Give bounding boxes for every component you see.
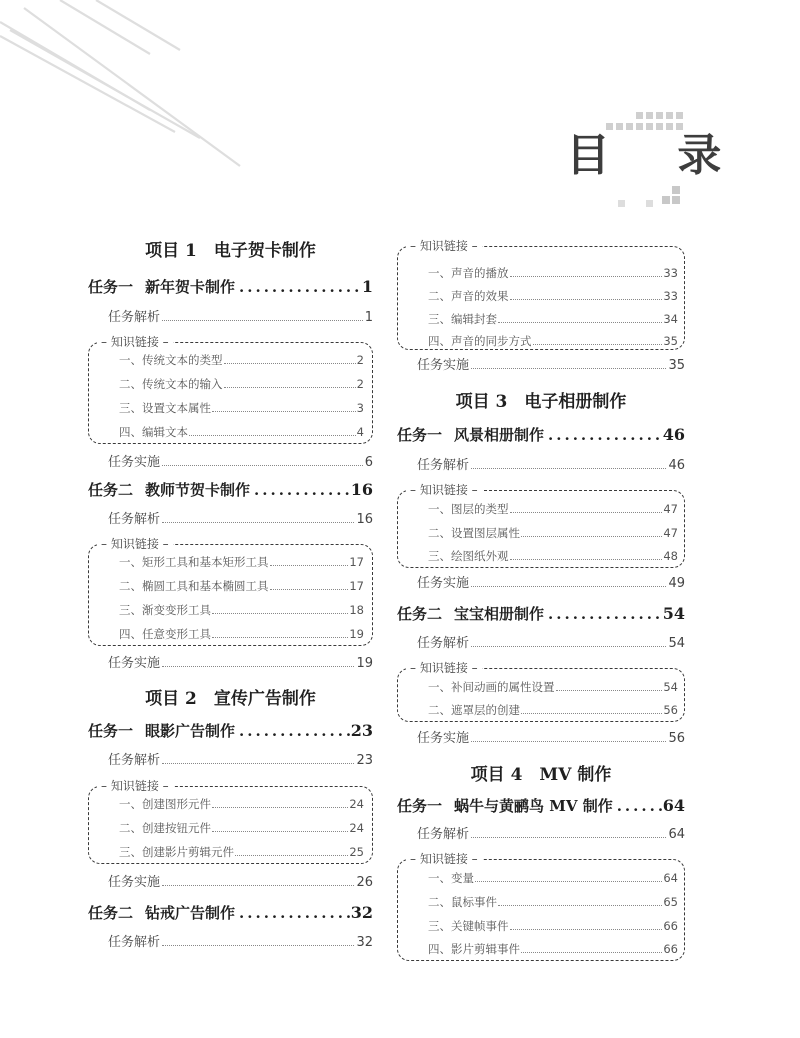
- page-number: 35: [668, 358, 685, 373]
- knowledge-label: – 知识链接 –: [97, 778, 173, 794]
- item-label: 三、创建影片剪辑元件: [119, 845, 234, 859]
- page-number: 23: [350, 721, 373, 740]
- page-number: 64: [663, 871, 678, 885]
- task-number: 任务二: [88, 904, 134, 922]
- page-number: 47: [663, 502, 678, 516]
- entry-task-analysis[interactable]: [417, 454, 685, 473]
- knowledge-item[interactable]: [428, 918, 678, 934]
- entry-label: 任务实施: [108, 455, 161, 470]
- dot-leader: [162, 884, 354, 886]
- page-number: 1: [361, 277, 373, 296]
- item-label: 二、遮罩层的创建: [428, 703, 520, 717]
- knowledge-box: [88, 537, 373, 646]
- dot-leader: [235, 904, 351, 922]
- task-number: 任务一: [397, 797, 443, 815]
- project-4-title: 项目 4 MV 制作: [470, 765, 612, 785]
- knowledge-label: – 知识链接 –: [406, 238, 482, 254]
- dot-leader: [471, 467, 666, 469]
- knowledge-box: [88, 335, 373, 444]
- task-new-year-card[interactable]: [88, 276, 373, 297]
- page-number: 17: [349, 555, 364, 569]
- dot-leader: [510, 275, 663, 277]
- page-number: 54: [662, 604, 685, 623]
- dot-leader: [471, 585, 666, 587]
- task-baby-album[interactable]: [397, 603, 685, 624]
- entry-label: 任务解析: [417, 636, 470, 651]
- item-label: 二、创建按钮元件: [119, 821, 211, 835]
- page-number: 33: [663, 289, 678, 303]
- dot-leader: [521, 535, 662, 537]
- item-label: 三、关键帧事件: [428, 919, 509, 933]
- entry-task-analysis[interactable]: [417, 632, 685, 651]
- entry-label: 任务实施: [108, 875, 161, 890]
- dot-leader: [162, 762, 354, 764]
- knowledge-item[interactable]: [119, 796, 364, 812]
- task-name: 宝宝相册制作: [454, 605, 545, 623]
- item-label: 一、创建图形元件: [119, 797, 211, 811]
- entry-label: 任务实施: [417, 358, 470, 373]
- dot-leader: [250, 481, 351, 499]
- dot-leader: [471, 367, 666, 369]
- entry-label: 任务实施: [417, 576, 470, 591]
- knowledge-label: – 知识链接 –: [97, 536, 173, 552]
- item-label: 二、声音的效果: [428, 289, 509, 303]
- dot-leader: [510, 298, 663, 300]
- page-number: 17: [349, 579, 364, 593]
- dot-leader: [162, 665, 354, 667]
- knowledge-label: – 知识链接 –: [406, 482, 482, 498]
- task-name: 钻戒广告制作: [145, 904, 236, 922]
- knowledge-item[interactable]: [428, 870, 678, 886]
- item-label: 四、编辑文本: [119, 425, 188, 439]
- page-number: 64: [668, 827, 685, 842]
- knowledge-label: – 知识链接 –: [406, 660, 482, 676]
- task-number: 任务一: [88, 278, 134, 296]
- dot-leader: [498, 321, 662, 323]
- page-number: 49: [668, 576, 685, 591]
- dot-leader: [556, 689, 663, 691]
- entry-label: 任务实施: [417, 731, 470, 746]
- page-number: 19: [349, 627, 364, 641]
- page-number: 24: [349, 797, 364, 811]
- knowledge-item[interactable]: [119, 400, 364, 416]
- entry-task-implementation[interactable]: [417, 727, 685, 746]
- page-number: 64: [662, 796, 685, 815]
- knowledge-item[interactable]: [428, 679, 678, 695]
- knowledge-item[interactable]: [428, 548, 678, 564]
- page-number: 47: [663, 526, 678, 540]
- knowledge-item[interactable]: [119, 578, 364, 594]
- page-number: 65: [663, 895, 678, 909]
- knowledge-label: – 知识链接 –: [406, 851, 482, 867]
- dot-leader: [162, 319, 363, 321]
- dot-leader: [471, 645, 666, 647]
- item-label: 四、影片剪辑事件: [428, 942, 520, 956]
- dot-leader: [224, 362, 356, 364]
- entry-task-implementation[interactable]: [108, 451, 373, 470]
- page-number: 46: [662, 425, 685, 444]
- page-number: 56: [663, 703, 678, 717]
- item-label: 一、变量: [428, 871, 474, 885]
- knowledge-item[interactable]: [428, 525, 678, 541]
- entry-label: 任务解析: [417, 458, 470, 473]
- dot-leader: [475, 880, 662, 882]
- entry-task-analysis[interactable]: [417, 823, 685, 842]
- page-number: 16: [356, 512, 373, 527]
- dot-leader: [162, 464, 363, 466]
- dot-leader: [270, 588, 349, 590]
- task-number: 任务一: [88, 722, 134, 740]
- knowledge-item[interactable]: [119, 820, 364, 836]
- task-number: 任务二: [88, 481, 134, 499]
- page-number: 66: [663, 919, 678, 933]
- entry-task-analysis[interactable]: [108, 306, 373, 325]
- entry-label: 任务解析: [417, 827, 470, 842]
- title-dot-pattern-bottom: [610, 186, 690, 210]
- page-number: 2: [356, 377, 364, 391]
- item-label: 二、设置图层属性: [428, 526, 520, 540]
- entry-label: 任务实施: [108, 656, 161, 671]
- knowledge-box: [397, 483, 685, 568]
- page-number: 26: [356, 875, 373, 890]
- knowledge-item[interactable]: [428, 265, 678, 281]
- project-1-title: 项目 1 电子贺卡制作: [145, 241, 316, 261]
- project-2-title: 项目 2 宣传广告制作: [145, 689, 316, 709]
- item-label: 四、声音的同步方式: [428, 334, 532, 348]
- page-number: 54: [663, 680, 678, 694]
- project-3-title: 项目 3 电子相册制作: [455, 392, 627, 412]
- entry-label: 任务解析: [108, 310, 161, 325]
- item-label: 一、声音的播放: [428, 266, 509, 280]
- entry-task-implementation[interactable]: [417, 354, 685, 373]
- page-number: 32: [350, 903, 373, 922]
- page-number: 3: [356, 401, 364, 415]
- dot-leader: [224, 386, 356, 388]
- dot-leader: [235, 278, 362, 296]
- item-label: 一、补间动画的属性设置: [428, 680, 555, 694]
- dot-leader: [235, 722, 351, 740]
- dot-leader: [544, 426, 663, 444]
- entry-task-analysis[interactable]: [108, 749, 373, 768]
- decorative-stripes: [0, 0, 260, 180]
- dot-leader: [521, 951, 662, 953]
- item-label: 二、鼠标事件: [428, 895, 497, 909]
- entry-task-analysis[interactable]: [108, 508, 373, 527]
- item-label: 二、传统文本的输入: [119, 377, 223, 391]
- page-number: 6: [364, 455, 373, 470]
- item-label: 三、渐变变形工具: [119, 603, 211, 617]
- task-number: 任务一: [397, 426, 443, 444]
- dot-leader: [521, 712, 662, 714]
- entry-label: 任务解析: [108, 935, 161, 950]
- item-label: 一、传统文本的类型: [119, 353, 223, 367]
- dot-leader: [212, 636, 348, 638]
- knowledge-item[interactable]: [428, 501, 678, 517]
- knowledge-item[interactable]: [119, 844, 364, 860]
- dot-leader: [162, 521, 354, 523]
- item-label: 二、椭圆工具和基本椭圆工具: [119, 579, 269, 593]
- dot-leader: [212, 612, 348, 614]
- task-name: 眼影广告制作: [145, 722, 236, 740]
- knowledge-item[interactable]: [428, 288, 678, 304]
- page-number: 32: [356, 935, 373, 950]
- dot-leader: [162, 944, 354, 946]
- page-number: 54: [668, 636, 685, 651]
- page-number: 2: [356, 353, 364, 367]
- knowledge-item[interactable]: [428, 941, 678, 957]
- dot-leader: [235, 854, 348, 856]
- item-label: 三、绘图纸外观: [428, 549, 509, 563]
- knowledge-box: [397, 852, 685, 961]
- knowledge-box: [397, 239, 685, 350]
- item-label: 一、矩形工具和基本矩形工具: [119, 555, 269, 569]
- entry-task-implementation[interactable]: [108, 652, 373, 671]
- dot-leader: [189, 434, 356, 436]
- dot-leader: [471, 740, 666, 742]
- knowledge-item[interactable]: [428, 333, 678, 349]
- knowledge-item[interactable]: [428, 894, 678, 910]
- knowledge-label: – 知识链接 –: [97, 334, 173, 350]
- dot-leader: [212, 830, 348, 832]
- page-number: 66: [663, 942, 678, 956]
- page-number: 24: [349, 821, 364, 835]
- task-teachers-day-card[interactable]: [88, 479, 373, 500]
- entry-task-analysis[interactable]: [108, 931, 373, 950]
- task-name: 教师节贺卡制作: [145, 481, 251, 499]
- task-eyeshadow-ad[interactable]: [88, 720, 373, 741]
- page-title: 目 录: [566, 130, 748, 181]
- task-number: 任务二: [397, 605, 443, 623]
- page-number: 56: [668, 731, 685, 746]
- knowledge-item[interactable]: [119, 424, 364, 440]
- knowledge-box: [88, 779, 373, 864]
- page-number: 46: [668, 458, 685, 473]
- dot-leader: [498, 904, 662, 906]
- dot-leader: [533, 343, 663, 345]
- page-number: 35: [663, 334, 678, 348]
- item-label: 四、任意变形工具: [119, 627, 211, 641]
- knowledge-item[interactable]: [119, 626, 364, 642]
- page-number: 48: [663, 549, 678, 563]
- dot-leader: [544, 605, 663, 623]
- page-number: 16: [350, 480, 373, 499]
- item-label: 三、设置文本属性: [119, 401, 211, 415]
- dot-leader: [471, 836, 666, 838]
- task-name: 新年贺卡制作: [145, 278, 236, 296]
- item-label: 一、图层的类型: [428, 502, 509, 516]
- knowledge-item[interactable]: [119, 554, 364, 570]
- dot-leader: [212, 806, 348, 808]
- page-number: 23: [356, 753, 373, 768]
- page-number: 34: [663, 312, 678, 326]
- knowledge-item[interactable]: [119, 602, 364, 618]
- knowledge-item[interactable]: [119, 352, 364, 368]
- dot-leader: [212, 410, 356, 412]
- knowledge-item[interactable]: [428, 311, 678, 327]
- dot-leader: [510, 928, 663, 930]
- entry-label: 任务解析: [108, 753, 161, 768]
- entry-label: 任务解析: [108, 512, 161, 527]
- dot-leader: [510, 511, 663, 513]
- page-number: 1: [364, 310, 373, 325]
- page-number: 4: [356, 425, 364, 439]
- page-number: 19: [356, 656, 373, 671]
- page-number: 25: [349, 845, 364, 859]
- dot-leader: [510, 558, 663, 560]
- item-label: 三、编辑封套: [428, 312, 497, 326]
- entry-task-implementation[interactable]: [417, 572, 685, 591]
- task-name: 蜗牛与黄鹂鸟 MV 制作: [454, 797, 613, 815]
- task-diamond-ring-ad[interactable]: [88, 902, 373, 923]
- entry-task-implementation[interactable]: [108, 871, 373, 890]
- dot-leader: [270, 564, 349, 566]
- task-name: 风景相册制作: [454, 426, 545, 444]
- page-number: 33: [663, 266, 678, 280]
- dot-leader: [613, 797, 663, 815]
- knowledge-item[interactable]: [119, 376, 364, 392]
- page-number: 18: [349, 603, 364, 617]
- task-mv-production[interactable]: [397, 795, 685, 816]
- knowledge-box: [397, 661, 685, 722]
- knowledge-item[interactable]: [428, 702, 678, 718]
- task-landscape-album[interactable]: [397, 424, 685, 445]
